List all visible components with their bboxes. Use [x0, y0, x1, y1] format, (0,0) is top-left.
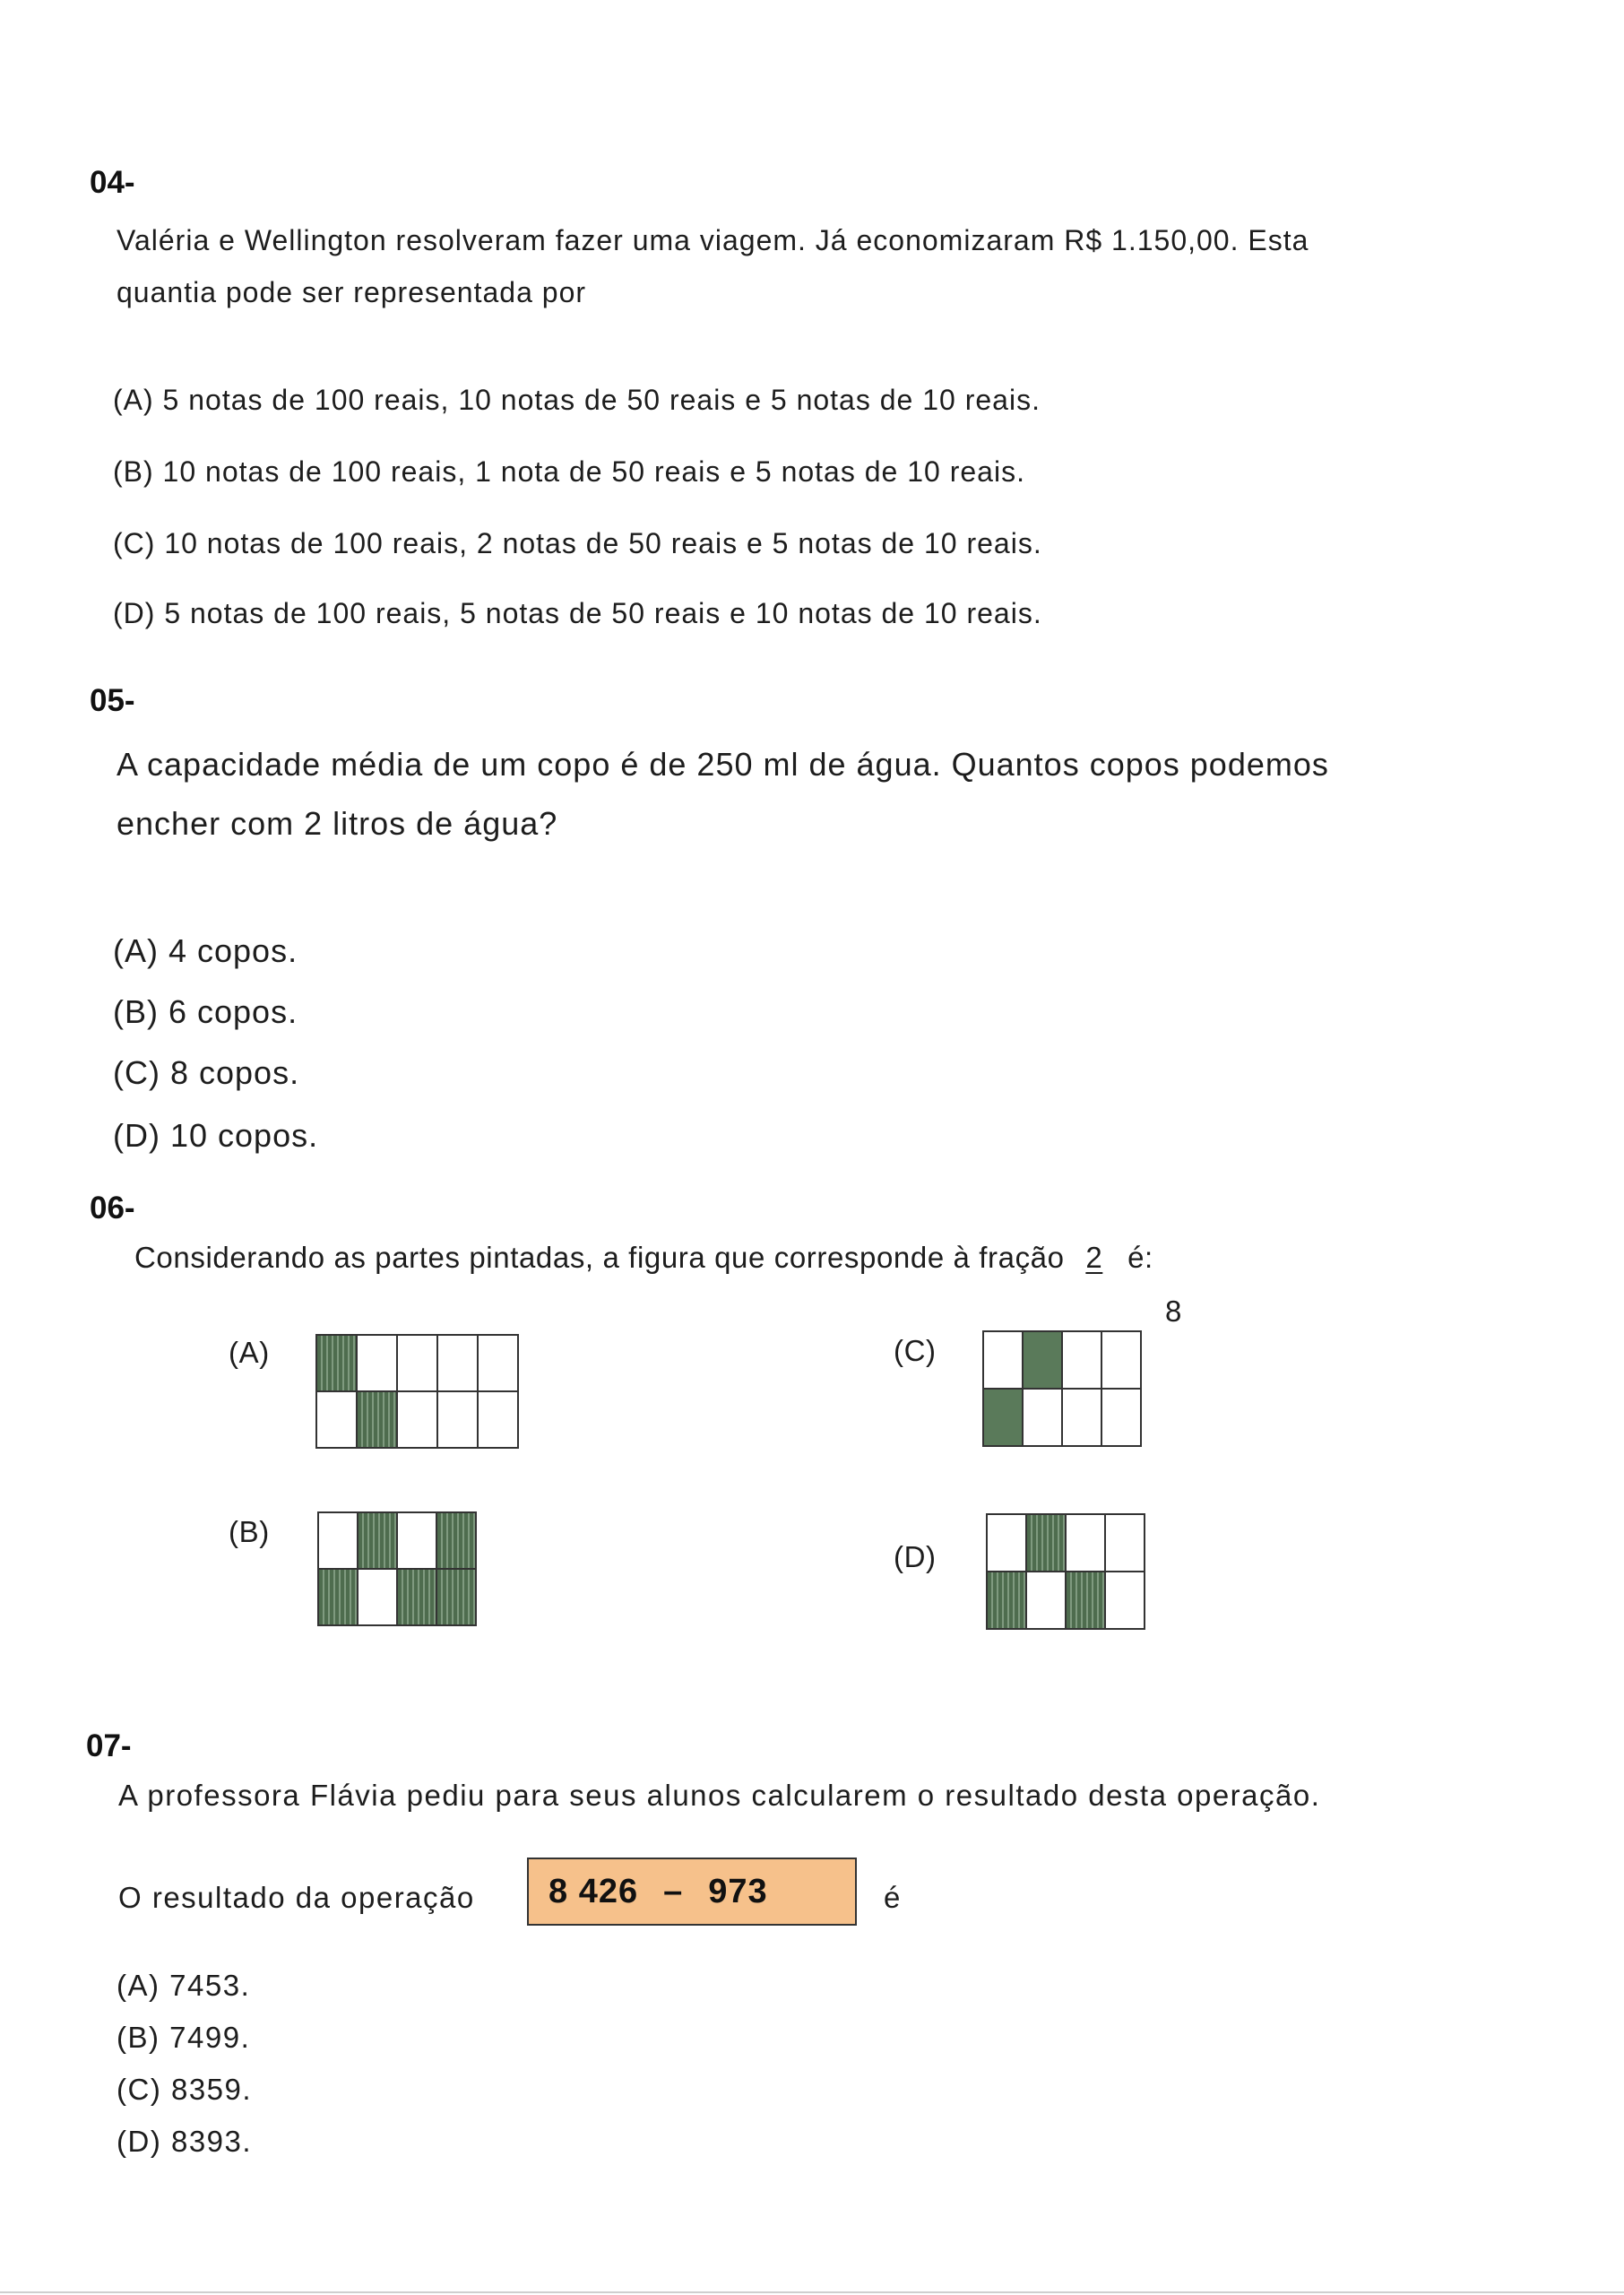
figure-d-cell	[1067, 1515, 1106, 1572]
figure-b-cell	[398, 1513, 437, 1570]
figure-a-label: (A)	[229, 1336, 270, 1369]
figure-b-label: (B)	[229, 1515, 270, 1548]
figure-b-grid	[317, 1511, 477, 1626]
question-05-text-line1: A capacidade média de um copo é de 250 ml de água. Quantos copos podemos	[117, 746, 1329, 783]
figure-a-cell	[438, 1336, 479, 1392]
question-07-result-label: O resultado da operação	[118, 1881, 475, 1914]
question-06-prompt-line	[134, 1241, 1153, 1275]
figure-b-cell-shaded	[437, 1513, 477, 1570]
question-07-option-d: (D) 8393.	[117, 2125, 253, 2158]
question-04-number: 04-	[90, 165, 135, 200]
figure-c-cell	[1063, 1390, 1102, 1447]
question-07-option-b: (B) 7499.	[117, 2021, 251, 2054]
figure-b-cell	[358, 1570, 398, 1626]
question-04-option-b: (B) 10 notas de 100 reais, 1 nota de 50 reais e 5 notas de 10 reais.	[113, 455, 1025, 488]
fraction-numerator: 2	[1085, 1241, 1103, 1274]
question-05-text-line2: encher com 2 litros de água?	[117, 805, 558, 842]
figure-b-cell-shaded	[437, 1570, 477, 1626]
figure-b-cell	[319, 1513, 358, 1570]
operation-box	[527, 1858, 857, 1926]
question-04-option-d: (D) 5 notas de 100 reais, 5 notas de 50 reais e 10 notas de 10 reais.	[113, 597, 1042, 629]
figure-a-cell	[398, 1392, 438, 1449]
figure-a-grid	[315, 1334, 519, 1449]
figure-c-grid	[982, 1330, 1142, 1447]
fraction-denominator: 8	[1165, 1295, 1182, 1328]
figure-d-cell	[1027, 1572, 1067, 1630]
page-bottom-edge	[0, 2291, 1624, 2293]
question-04-option-c: (C) 10 notas de 100 reais, 2 notas de 50 reais e 5 notas de 10 reais.	[113, 527, 1042, 559]
figure-d-cell-shaded	[1067, 1572, 1106, 1630]
question-05-option-d: (D) 10 copos.	[113, 1117, 319, 1154]
figure-d-cell-shaded	[1027, 1515, 1067, 1572]
figure-c-cell-shaded	[984, 1390, 1024, 1447]
question-07-number: 07-	[86, 1728, 132, 1763]
question-07-option-c: (C) 8359.	[117, 2073, 253, 2106]
figure-d-cell	[1106, 1515, 1145, 1572]
figure-a-cell	[358, 1336, 398, 1392]
figure-a-cell	[317, 1392, 358, 1449]
figure-d-cell-shaded	[988, 1572, 1027, 1630]
figure-b-cell-shaded	[358, 1513, 398, 1570]
figure-a-cell-shaded	[358, 1392, 398, 1449]
figure-d-grid	[986, 1513, 1145, 1630]
figure-a-cell	[398, 1336, 438, 1392]
figure-c-cell	[1024, 1390, 1063, 1447]
figure-c-cell	[984, 1332, 1024, 1390]
question-06-prompt: Considerando as partes pintadas, a figura que corresponde à fração	[134, 1241, 1065, 1274]
question-06-number: 06-	[90, 1191, 135, 1225]
question-07-suffix: é	[884, 1881, 902, 1914]
operation-minus-sign: –	[663, 1872, 684, 1910]
question-06-suffix: é:	[1127, 1241, 1153, 1274]
figure-c-cell	[1102, 1332, 1142, 1390]
question-05-option-a: (A) 4 copos.	[113, 932, 298, 969]
question-05-number: 05-	[90, 683, 135, 718]
figure-c-cell-shaded	[1024, 1332, 1063, 1390]
figure-c-cell	[1102, 1390, 1142, 1447]
figure-a-cell	[479, 1392, 519, 1449]
question-04-text-line1: Valéria e Wellington resolveram fazer uma viagem. Já economizaram R$ 1.150,00. Esta	[117, 224, 1309, 256]
figure-d-label: (D)	[894, 1540, 937, 1573]
question-04-text-line2: quantia pode ser representada por	[117, 276, 587, 308]
figure-d-cell	[988, 1515, 1027, 1572]
figure-b-cell-shaded	[319, 1570, 358, 1626]
question-07-option-a: (A) 7453.	[117, 1969, 251, 2002]
question-04-option-a: (A) 5 notas de 100 reais, 10 notas de 50 reais e 5 notas de 10 reais.	[113, 384, 1041, 416]
figure-b-cell-shaded	[398, 1570, 437, 1626]
figure-a-cell	[438, 1392, 479, 1449]
question-05-option-b: (B) 6 copos.	[113, 993, 298, 1030]
figure-c-cell	[1063, 1332, 1102, 1390]
figure-a-cell-shaded	[317, 1336, 358, 1392]
operation-right-operand: 973	[708, 1872, 768, 1910]
figure-c-label: (C)	[894, 1334, 937, 1367]
figure-a-cell	[479, 1336, 519, 1392]
question-05-option-c: (C) 8 copos.	[113, 1054, 300, 1091]
question-07-text-line1: A professora Flávia pediu para seus alunos calcularem o resultado desta operação.	[118, 1779, 1321, 1812]
figure-d-cell	[1106, 1572, 1145, 1630]
operation-left-operand: 8 426	[549, 1872, 639, 1910]
